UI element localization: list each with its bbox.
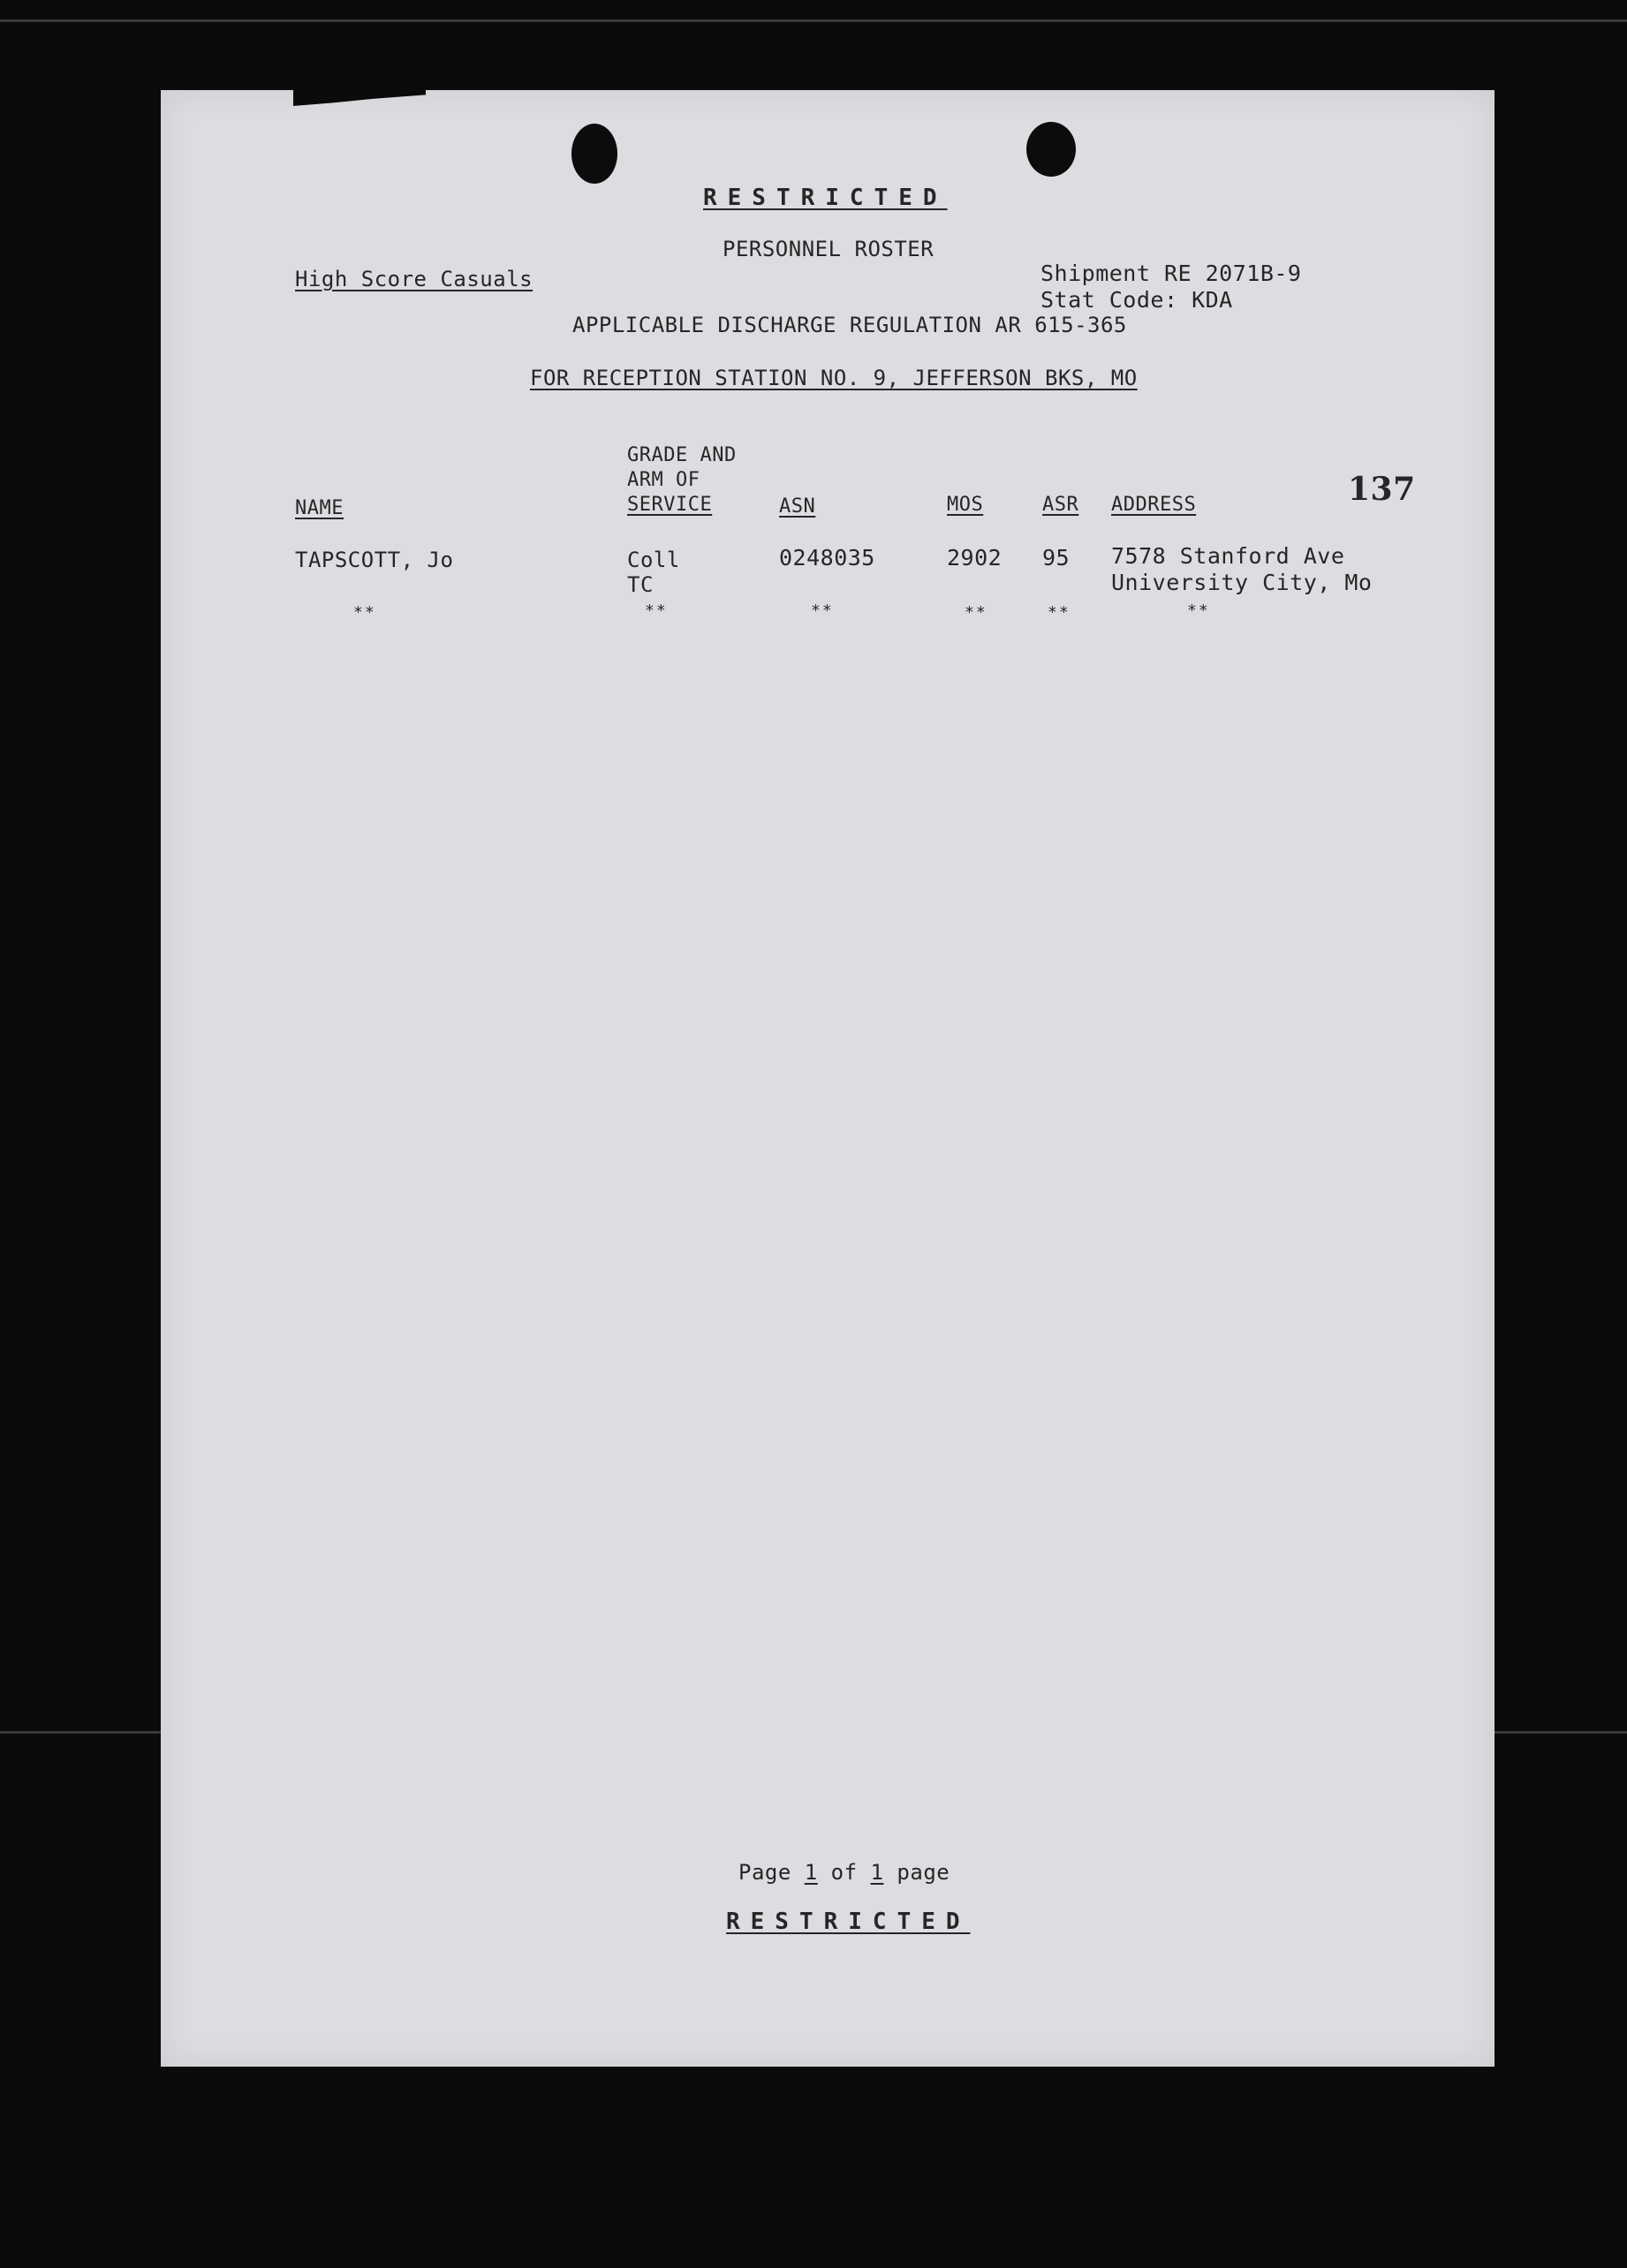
mark-grade: **: [645, 601, 668, 620]
mark-asr: **: [1048, 603, 1071, 622]
document-title: PERSONNEL ROSTER: [723, 237, 935, 261]
scan-line-top: [0, 19, 1627, 22]
address-header: ADDRESS: [1111, 494, 1197, 516]
asn-header: ASN: [779, 495, 816, 518]
row-asn: 0248035: [779, 545, 875, 571]
name-header: NAME: [295, 497, 344, 519]
grade-header-line3: SERVICE: [627, 494, 713, 516]
page-current: 1: [804, 1860, 818, 1885]
row-address-line1: 7578 Stanford Ave: [1111, 543, 1345, 569]
reception-station: FOR RECEPTION STATION NO. 9, JEFFERSON BKS, MO: [530, 366, 1138, 390]
classification-bottom: RESTRICTED: [726, 1909, 971, 1935]
row-name: TAPSCOTT, Jo: [295, 548, 454, 572]
torn-corner: [293, 90, 426, 106]
document-page: [161, 90, 1495, 2067]
page-count: [738, 1860, 950, 1885]
classification-top: RESTRICTED: [703, 185, 948, 211]
row-asr: 95: [1042, 545, 1071, 571]
punch-hole-left: [571, 124, 617, 184]
page-suffix: page: [897, 1860, 950, 1885]
page-of: of: [830, 1860, 858, 1885]
stat-code: Stat Code: KDA: [1041, 287, 1233, 313]
mark-address: **: [1187, 601, 1210, 620]
grade-header-line1: GRADE AND: [627, 444, 737, 466]
page-prefix: Page: [738, 1860, 791, 1885]
shipment-number: Shipment RE 2071B-9: [1041, 261, 1302, 286]
mark-asn: **: [811, 601, 834, 620]
asr-header: ASR: [1042, 494, 1079, 516]
mark-mos: **: [965, 603, 988, 622]
row-mos: 2902: [947, 545, 1003, 571]
row-address-line2: University City, Mo: [1111, 570, 1373, 595]
mos-header: MOS: [947, 494, 984, 516]
row-grade: Coll: [627, 548, 680, 572]
page-stamp-number: 137: [1348, 471, 1416, 508]
page-total: 1: [870, 1860, 884, 1885]
group-label: High Score Casuals: [295, 267, 534, 291]
grade-header-line2: ARM OF: [627, 469, 700, 491]
punch-hole-right: [1026, 122, 1076, 177]
mark-name: **: [353, 603, 376, 622]
row-arm: TC: [627, 572, 654, 597]
discharge-regulation: APPLICABLE DISCHARGE REGULATION AR 615-365: [572, 313, 1127, 337]
